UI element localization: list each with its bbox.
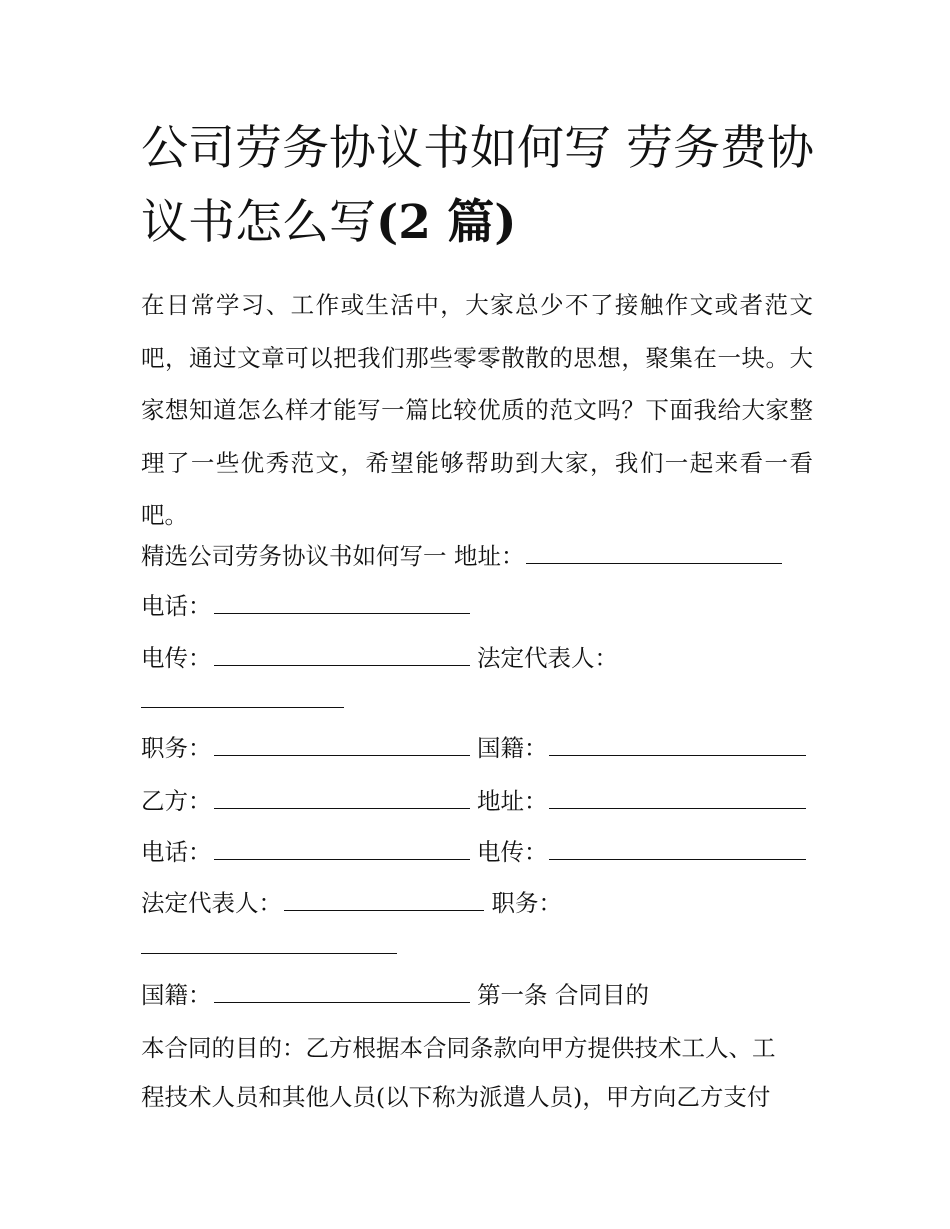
nationality-label: 国籍： <box>476 734 548 762</box>
form-line-legal-rep-blank <box>141 682 344 718</box>
document-title <box>141 112 821 260</box>
form-line-fax-legal-rep <box>141 640 618 676</box>
party-b-nationality-blank <box>214 978 470 1003</box>
party-b-legal-rep-label: 法定代表人： <box>141 889 282 917</box>
fax-blank <box>214 641 470 666</box>
form-line-heading-address <box>141 538 782 574</box>
party-b-label: 乙方： <box>141 787 212 815</box>
position-blank <box>214 731 470 756</box>
legal-rep-blank <box>141 683 344 708</box>
party-b-nationality-label: 国籍： <box>141 981 212 1009</box>
article-1-body-line-1: 本合同的目的：乙方根据本合同条款向甲方提供技术工人、工 <box>141 1034 776 1062</box>
nationality-blank <box>549 731 806 756</box>
party-b-address-blank <box>549 784 806 809</box>
party-b-position-blank <box>141 929 397 954</box>
form-line-position-blank <box>141 928 397 964</box>
fax-label: 电传： <box>141 644 212 672</box>
party-b-address-label: 地址： <box>476 787 548 815</box>
party-b-blank <box>214 784 470 809</box>
title-count: (2 篇) <box>376 195 517 250</box>
party-b-phone-blank <box>214 835 470 860</box>
phone-label: 电话： <box>141 592 212 620</box>
position-label: 职务： <box>141 734 212 762</box>
section-heading: 精选公司劳务协议书如何写一 <box>141 542 447 570</box>
form-line-phone-fax <box>141 834 806 870</box>
form-line-phone <box>141 588 470 624</box>
form-line-party-b-address <box>141 783 806 819</box>
party-b-fax-blank <box>549 835 806 860</box>
party-b-phone-label: 电话： <box>141 838 212 866</box>
legal-rep-label: 法定代表人： <box>476 644 618 672</box>
article-1-body-line-2: 程技术人员和其他人员(以下称为派遣人员)，甲方向乙方支付 <box>141 1083 771 1111</box>
form-line-nationality-article <box>141 977 649 1013</box>
form-line-position-nationality <box>141 730 806 766</box>
party-b-position-label: 职务： <box>491 889 562 917</box>
form-line-legal-rep-position <box>141 885 562 921</box>
party-b-legal-rep-blank <box>284 886 484 911</box>
address-blank <box>526 539 782 564</box>
title-text: 公司劳务协议书如何写 劳务费协议书怎么写 <box>141 121 814 250</box>
phone-blank <box>214 589 470 614</box>
address-label: 地址： <box>453 542 525 570</box>
article-1-title: 第一条 合同目的 <box>476 981 649 1009</box>
party-b-fax-label: 电传： <box>476 838 548 866</box>
intro-paragraph: 在日常学习、工作或生活中，大家总少不了接触作文或者范文吧，通过文章可以把我们那些零零散散的思想，聚集在一块。大家想知道怎么样才能写一篇比较优质的范文吗？下面我给大家整理了一些优秀范文，希望能够帮助到大家，我们一起来看一看吧。 <box>141 291 813 529</box>
